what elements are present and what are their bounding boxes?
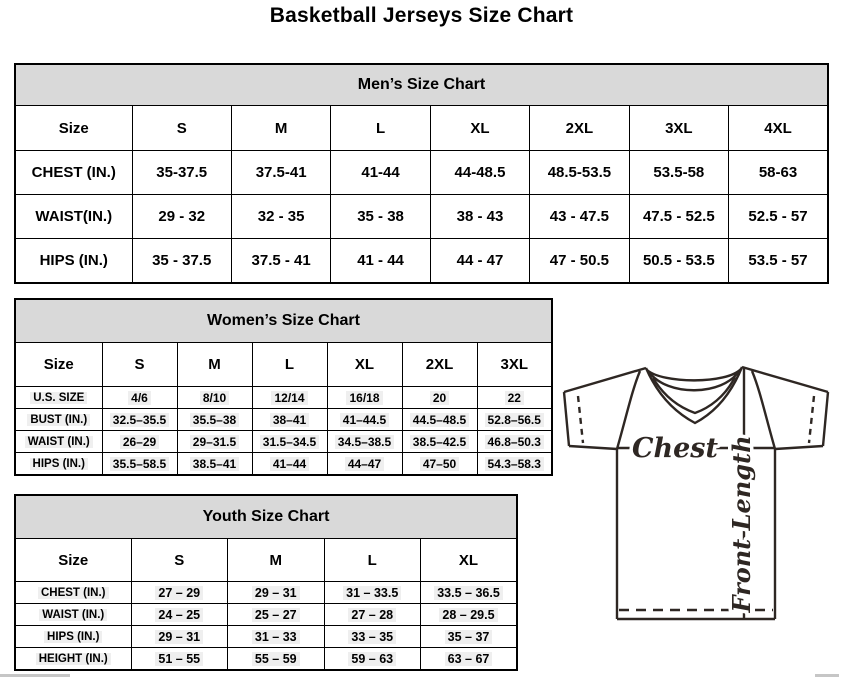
row-label: BUST (IN.) [15,409,102,431]
chest-label: Chest [632,433,718,464]
horizontal-scrollbar-fragment-left[interactable] [0,674,70,677]
size-value-cell: 29 - 32 [132,195,231,239]
row-label: CHEST (IN.) [15,582,131,604]
size-value-cell: 47.5 - 52.5 [629,195,728,239]
womens-size-table [14,298,553,476]
column-header: Size [15,106,132,151]
size-value-cell: 31 – 33 [228,626,325,648]
size-value-cell: 35.5–38 [177,409,252,431]
row-label: HIPS (IN.) [15,453,102,476]
youth-size-chart-section [14,494,518,671]
column-header: 4XL [729,106,828,151]
column-header: M [231,106,330,151]
size-value-cell: 27 – 29 [131,582,228,604]
column-header: L [252,343,327,387]
collar-band-arc-1 [647,369,741,380]
size-value-cell: 51 – 55 [131,648,228,671]
left-sleeve-outer-edge [564,392,569,446]
mens-header-row [15,106,828,151]
table-row [15,239,828,284]
table-row [15,626,517,648]
size-value-cell: 16/18 [327,387,402,409]
size-value-cell: 29–31.5 [177,431,252,453]
size-value-cell: 38.5–41 [177,453,252,476]
size-value-cell: 32.5–35.5 [102,409,177,431]
size-value-cell: 53.5 - 57 [729,239,828,284]
size-value-cell: 44.5–48.5 [402,409,477,431]
size-value-cell: 38 - 43 [430,195,529,239]
womens-size-chart-section [14,298,553,476]
right-cuff-dashed-line [809,396,814,443]
column-header: 2XL [402,343,477,387]
column-header: XL [327,343,402,387]
size-value-cell: 34.5–38.5 [327,431,402,453]
page-title: Basketball Jerseys Size Chart [269,4,574,27]
size-value-cell: 4/6 [102,387,177,409]
womens-title-row [15,299,552,343]
column-header: Size [15,343,102,387]
size-value-cell: 31 – 33.5 [324,582,421,604]
womens-header-row [15,343,552,387]
size-value-cell: 24 – 25 [131,604,228,626]
mens-size-chart-section [14,63,829,284]
row-label: HIPS (IN.) [15,239,132,284]
table-row [15,604,517,626]
row-label: U.S. SIZE [15,387,102,409]
column-header: M [228,539,325,582]
size-value-cell: 31.5–34.5 [252,431,327,453]
size-value-cell: 25 – 27 [228,604,325,626]
womens-chart-title: Women’s Size Chart [15,299,552,343]
column-header: 3XL [629,106,728,151]
youth-chart-title: Youth Size Chart [15,495,517,539]
right-sleeve-outer-edge [823,392,828,446]
size-value-cell: 46.8–50.3 [477,431,552,453]
size-value-cell: 35.5–58.5 [102,453,177,476]
right-sleeve-bottom-edge [775,446,823,449]
size-value-cell: 44-48.5 [430,151,529,195]
size-value-cell: 20 [402,387,477,409]
youth-size-table [14,494,518,671]
front-length-label: Front Length [727,435,756,613]
column-header: S [102,343,177,387]
size-value-cell: 8/10 [177,387,252,409]
size-value-cell: 35-37.5 [132,151,231,195]
youth-title-row [15,495,517,539]
column-header: S [132,106,231,151]
size-value-cell: 37.5-41 [231,151,330,195]
table-row [15,431,552,453]
size-value-cell: 35 - 38 [331,195,430,239]
table-row [15,387,552,409]
size-value-cell: 41 - 44 [331,239,430,284]
size-value-cell: 47 - 50.5 [530,239,629,284]
size-value-cell: 28 – 29.5 [421,604,518,626]
size-value-cell: 41–44.5 [327,409,402,431]
mens-title-row [15,64,828,106]
row-label: WAIST (IN.) [15,604,131,626]
jersey-diagram-svg [556,356,838,624]
size-value-cell: 53.5-58 [629,151,728,195]
size-value-cell: 55 – 59 [228,648,325,671]
size-value-cell: 35 – 37 [421,626,518,648]
youth-header-row [15,539,517,582]
left-cuff-dashed-line [578,396,583,443]
mens-chart-title: Men’s Size Chart [15,64,828,106]
size-value-cell: 52.8–56.5 [477,409,552,431]
mens-table-body [15,151,828,284]
size-value-cell: 33.5 – 36.5 [421,582,518,604]
row-label: WAIST(IN.) [15,195,132,239]
jersey-measurement-diagram [556,356,838,624]
table-row [15,453,552,476]
column-header: XL [430,106,529,151]
row-label: HEIGHT (IN.) [15,648,131,671]
size-value-cell: 50.5 - 53.5 [629,239,728,284]
size-value-cell: 41–44 [252,453,327,476]
table-row [15,151,828,195]
size-value-cell: 41-44 [331,151,430,195]
row-label: CHEST (IN.) [15,151,132,195]
size-value-cell: 27 – 28 [324,604,421,626]
row-label: WAIST (IN.) [15,431,102,453]
size-value-cell: 38–41 [252,409,327,431]
size-value-cell: 29 – 31 [228,582,325,604]
size-value-cell: 48.5-53.5 [530,151,629,195]
table-row [15,582,517,604]
column-header: S [131,539,228,582]
left-sleeve-bottom-edge [569,446,617,449]
column-header: 3XL [477,343,552,387]
collar-inner-v [653,377,735,413]
size-value-cell: 12/14 [252,387,327,409]
size-value-cell: 43 - 47.5 [530,195,629,239]
size-value-cell: 58-63 [729,151,828,195]
youth-table-body [15,582,517,671]
size-value-cell: 44 - 47 [430,239,529,284]
horizontal-scrollbar-fragment-right[interactable] [815,674,839,677]
size-value-cell: 37.5 - 41 [231,239,330,284]
size-value-cell: 63 – 67 [421,648,518,671]
size-value-cell: 33 – 35 [324,626,421,648]
column-header: 2XL [530,106,629,151]
size-value-cell: 32 - 35 [231,195,330,239]
column-header: L [324,539,421,582]
column-header: Size [15,539,131,582]
mens-size-table [14,63,829,284]
size-value-cell: 44–47 [327,453,402,476]
column-header: XL [421,539,518,582]
size-value-cell: 29 – 31 [131,626,228,648]
size-value-cell: 54.3–58.3 [477,453,552,476]
row-label: HIPS (IN.) [15,626,131,648]
column-header: L [331,106,430,151]
size-value-cell: 47–50 [402,453,477,476]
table-row [15,648,517,671]
womens-table-body [15,387,552,476]
table-row [15,409,552,431]
size-value-cell: 38.5–42.5 [402,431,477,453]
table-row [15,195,828,239]
column-header: M [177,343,252,387]
size-value-cell: 26–29 [102,431,177,453]
size-value-cell: 22 [477,387,552,409]
size-value-cell: 35 - 37.5 [132,239,231,284]
size-value-cell: 59 – 63 [324,648,421,671]
size-value-cell: 52.5 - 57 [729,195,828,239]
